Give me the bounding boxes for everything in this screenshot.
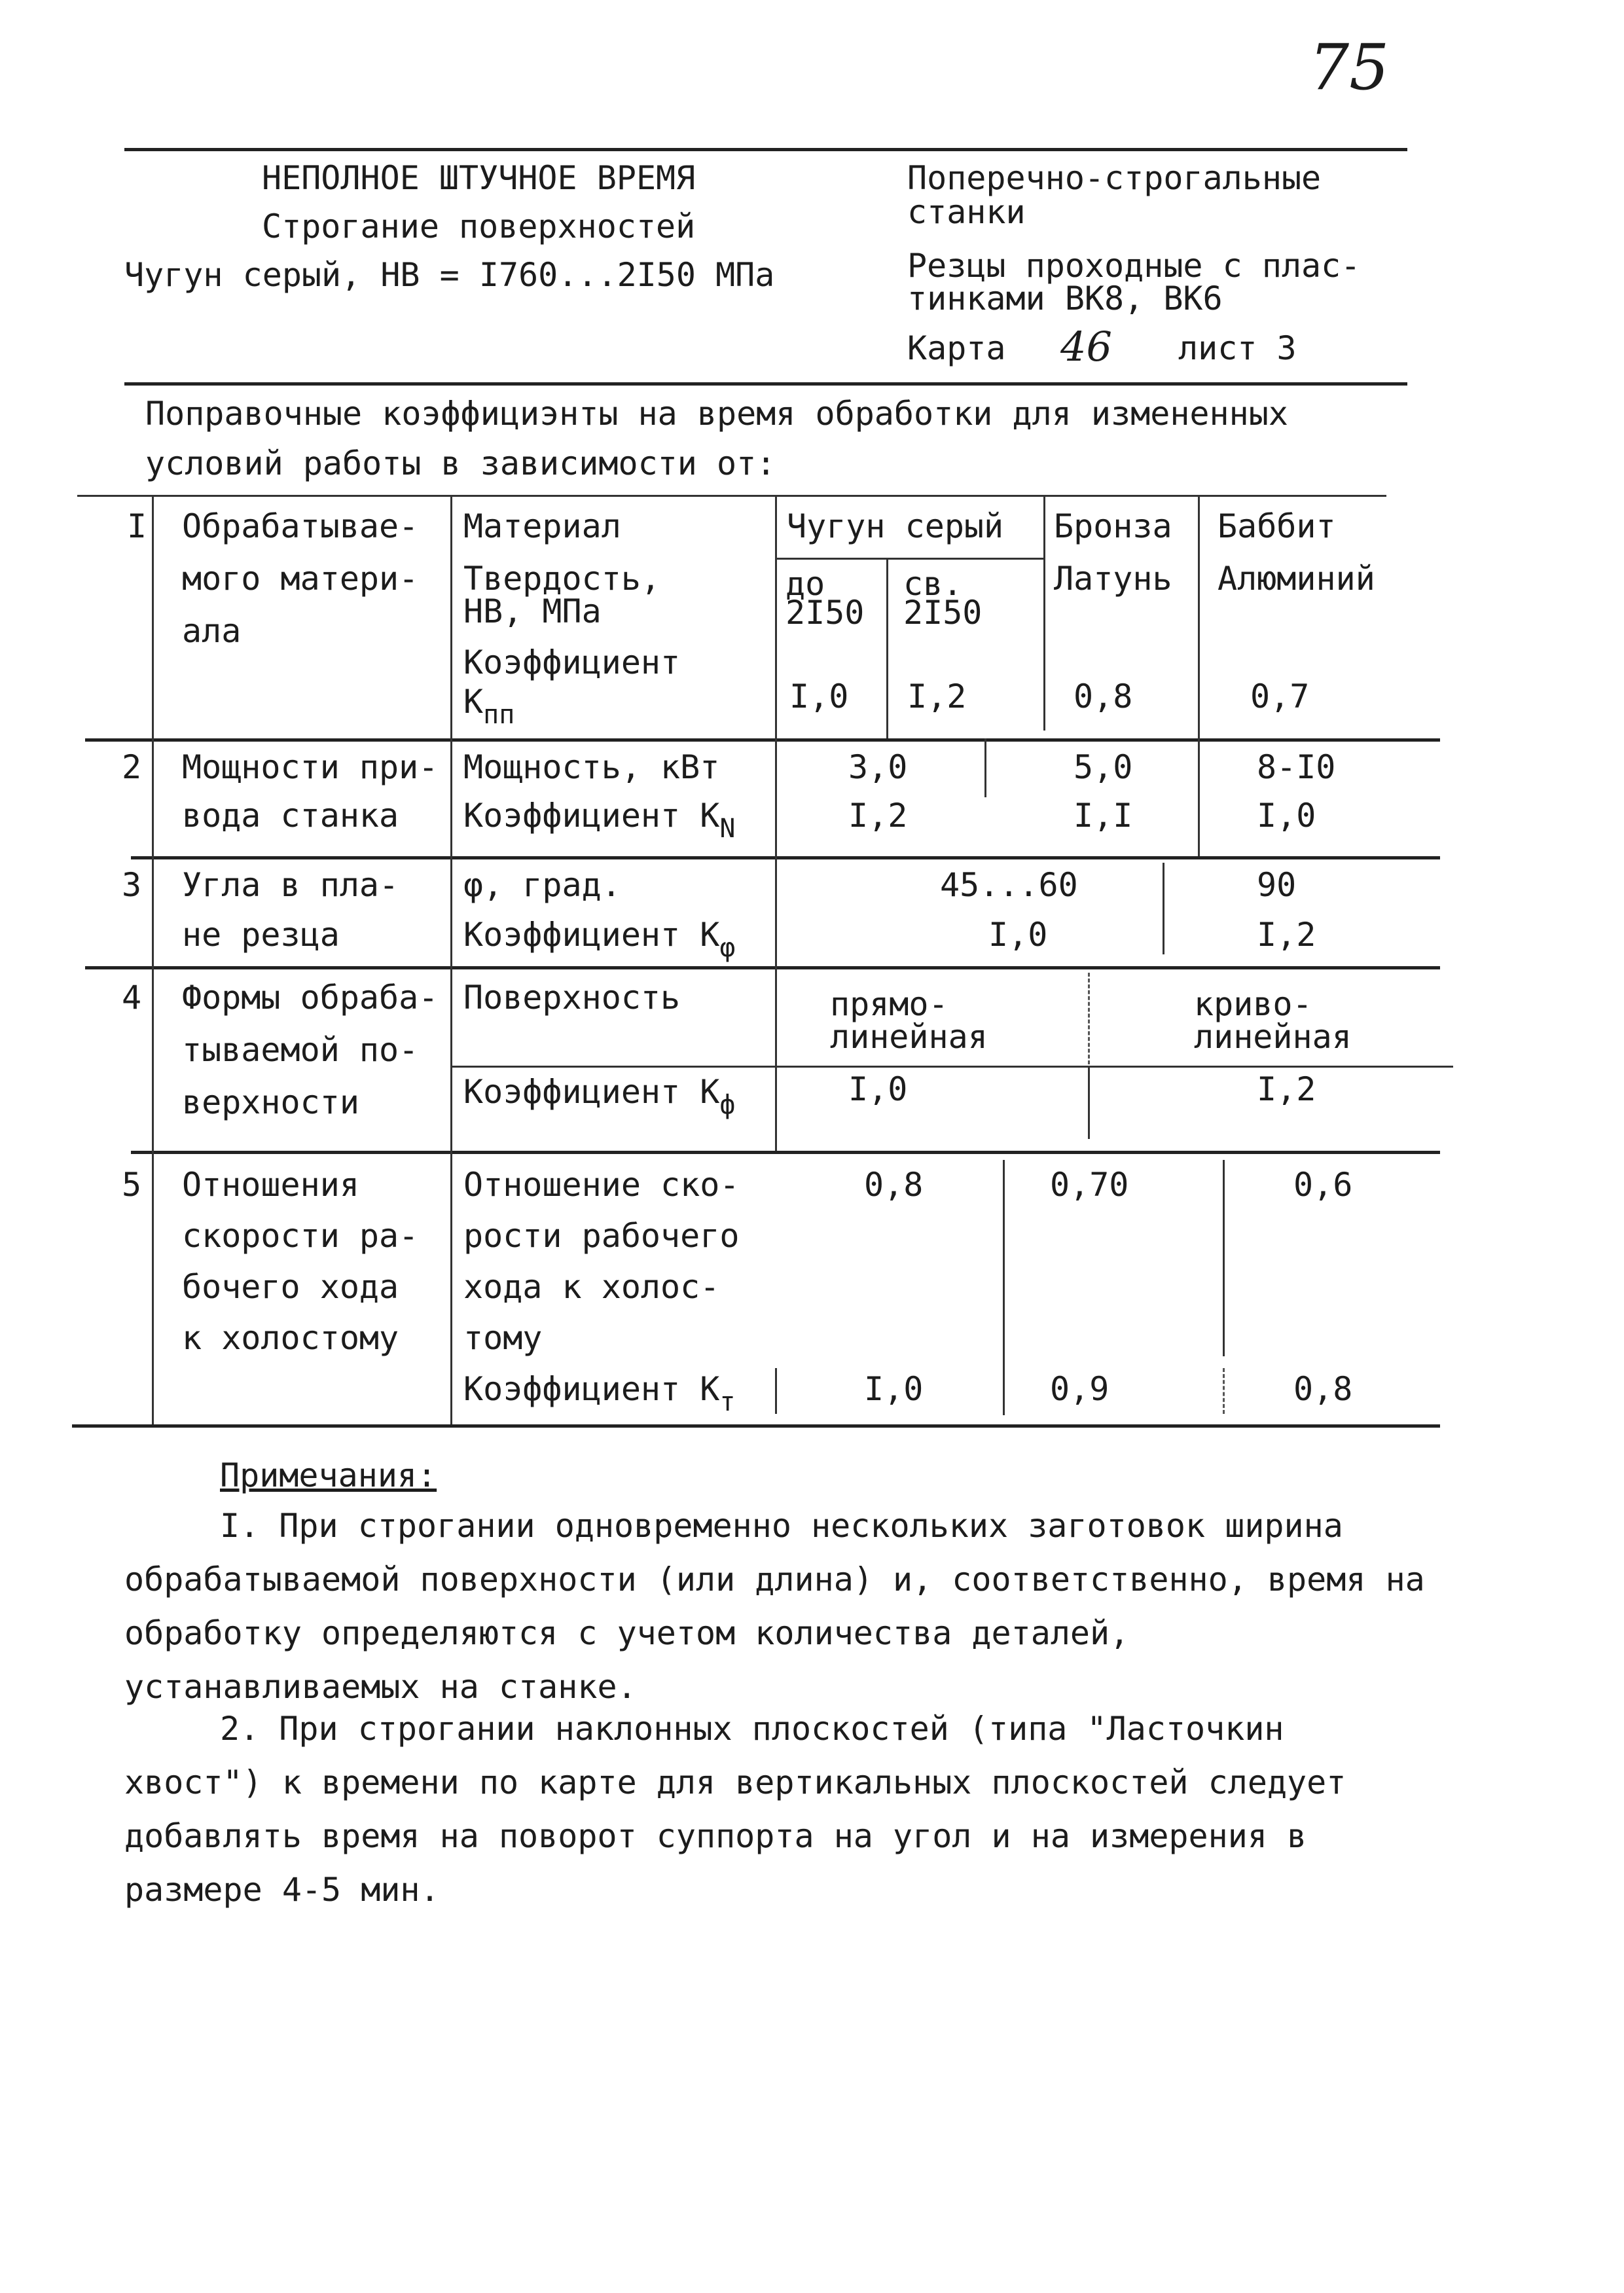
row1-value-1: I,0: [789, 677, 849, 715]
row1-coef-label: $К_{пп}$: [463, 683, 515, 730]
col-line-num: [152, 495, 154, 1424]
row1-param-l1: Материал: [463, 507, 621, 545]
header-tool-line1: Резцы проходные с плас-: [907, 247, 1361, 285]
row4-param-l1: Поверхность: [463, 979, 681, 1017]
row5-coef-subscript: т: [719, 1387, 736, 1417]
row2-header-1: 3,0: [848, 748, 908, 786]
row1-factor-l1: Обрабатывае-: [182, 507, 419, 545]
intro-line1: Поправочные коэффициэнты на время обработки для измененных: [145, 395, 1288, 433]
header-sheet: лист 3: [1178, 329, 1297, 367]
table-bottom-rule: [72, 1424, 1440, 1428]
row1-param-l3: НВ, МПа: [463, 592, 602, 630]
row2-factor-l1: Мощности при-: [182, 748, 439, 786]
header-machine-line1: Поперечно-строгальные: [907, 159, 1322, 197]
row1-sub1-l1: до: [785, 565, 825, 603]
row3-col-line-b: [1163, 863, 1164, 954]
row1-param-l2: Твердость,: [463, 560, 661, 598]
intro-line2: условий работы в зависимости от:: [145, 444, 776, 482]
row1-col-line-a: [775, 495, 777, 738]
row2-param-l1: Мощность, кВт: [463, 748, 720, 786]
row2-col-line-b: [984, 738, 986, 797]
table-top-rule: [77, 495, 1386, 497]
row2-value-2: I,I: [1074, 797, 1133, 835]
row5-factor-l2: скорости ра-: [182, 1217, 419, 1255]
row2-header-3: 8-I0: [1257, 748, 1336, 786]
row4-value-2: I,2: [1257, 1070, 1316, 1108]
header-card-number: 46: [1060, 323, 1112, 370]
row2-value-3: I,0: [1257, 797, 1316, 835]
row4-factor-l2: тываемой по-: [182, 1031, 419, 1069]
row5-value-1: I,0: [864, 1370, 924, 1408]
row2-factor-l2: вода станка: [182, 797, 399, 835]
row1-value-2: I,2: [907, 677, 967, 715]
row1-factor-l3: ала: [182, 612, 242, 650]
header-material: Чугун серый, НВ = I760...2I50 МПа: [124, 256, 775, 294]
row1-group3-l2: Алюминий: [1218, 560, 1375, 598]
row1-group3-l1: Баббит: [1218, 507, 1336, 545]
row5-factor-l3: бочего хода: [182, 1268, 399, 1306]
row5-col-line-c-lower: [1223, 1368, 1225, 1414]
row4-header-1-l2: линейная: [830, 1018, 988, 1056]
row1-value-3: 0,8: [1074, 677, 1133, 715]
row3-value-2: I,2: [1257, 916, 1316, 954]
row5-col-line-a: [775, 1368, 777, 1414]
col-line-factor: [450, 495, 452, 1424]
header-machine-line2: станки: [907, 193, 1026, 231]
row-divider-1: [85, 738, 1440, 742]
row3-header-1: 45...60: [940, 866, 1078, 904]
row-divider-2: [131, 856, 1440, 859]
row5-param-l2: рости рабочего: [463, 1217, 740, 1255]
row3-param-l1: φ, град.: [463, 866, 621, 904]
row2-number: 2: [122, 748, 142, 786]
row4-header-1-l1: прямо-: [830, 985, 948, 1023]
row3-value-1: I,0: [988, 916, 1048, 954]
row5-header-2: 0,70: [1050, 1166, 1129, 1204]
row5-coef-label: Коэффициент $К_т$: [463, 1370, 736, 1417]
row1-sub2-l2: 2I50: [903, 594, 983, 632]
row3-number: 3: [122, 866, 142, 904]
row5-factor-l1: Отношения: [182, 1166, 359, 1204]
row5-col-line-b: [1003, 1160, 1005, 1415]
row5-number: 5: [122, 1166, 142, 1204]
notes-title: Примечания:: [220, 1456, 437, 1494]
row1-group1-title: Чугун серый: [787, 507, 1004, 545]
row3-coef-label: Коэффициент $К_\varphi$: [463, 916, 736, 963]
row4-factor-l1: Формы обраба-: [182, 979, 439, 1017]
row1-group2-l1: Бронза: [1054, 507, 1172, 545]
row1-factor-l2: мого матери-: [182, 560, 419, 598]
row1-sub2-l1: св.: [903, 565, 963, 603]
row-divider-3: [85, 966, 1440, 969]
row4-col-line-b-upper: [1088, 973, 1090, 1064]
page-number: 75: [1309, 31, 1390, 104]
header-tool-line2: тинками ВК8, ВК6: [907, 280, 1223, 317]
row3-header-2: 90: [1257, 866, 1297, 904]
row1-col-line-b: [1043, 495, 1045, 731]
row4-coef-subscript: ф: [719, 1090, 736, 1120]
header-bottom-rule: [124, 382, 1407, 386]
note-2: 2. При строгании наклонных плоскостей (типа "Ласточкин хвост") к времени по карте для вертикальных плоскостей следует добавлять время на поворот суппорта на угол и на измерения в размере 4-5 мин.: [124, 1710, 1346, 1909]
row1-value-4: 0,7: [1250, 677, 1310, 715]
row3-factor-l2: не резца: [182, 916, 340, 954]
row1-param-l4: Коэффициент: [463, 643, 681, 681]
row4-number: 4: [122, 979, 142, 1017]
row2-coef-label: Коэффициент $К_N$: [463, 797, 736, 844]
row2-col-line-c: [1198, 738, 1200, 856]
row5-value-2: 0,9: [1050, 1370, 1110, 1408]
row3-coef-subscript: φ: [719, 933, 736, 963]
row1-sub1-l2: 2I50: [785, 594, 865, 632]
row3-col-line-a: [775, 856, 777, 966]
row2-coef-subscript: N: [719, 814, 736, 844]
row4-factor-l3: верхности: [182, 1083, 359, 1121]
row3-factor-l1: Угла в пла-: [182, 866, 399, 904]
row1-group-rule: [775, 558, 1043, 560]
row2-col-line-a: [775, 738, 777, 856]
row1-coef-subscript: пп: [483, 700, 515, 730]
header-card-label: Карта: [907, 329, 1006, 367]
row-divider-4: [131, 1151, 1440, 1154]
row4-coef-label: Коэффициент $К_ф$: [463, 1073, 736, 1120]
row5-header-3: 0,6: [1293, 1166, 1353, 1204]
header-title: НЕПОЛНОЕ ШТУЧНОЕ ВРЕМЯ: [262, 159, 696, 197]
row4-col-line-a: [775, 966, 777, 1151]
row5-value-3: 0,8: [1293, 1370, 1353, 1408]
row5-param-l3: хода к холос-: [463, 1268, 720, 1306]
row4-inner-rule: [452, 1066, 1453, 1068]
row1-col-line-c: [1198, 495, 1200, 738]
row4-header-2-l2: линейная: [1194, 1018, 1352, 1056]
row5-col-line-c: [1223, 1160, 1225, 1356]
row1-col-line-sub: [886, 558, 888, 738]
row5-header-1: 0,8: [864, 1166, 924, 1204]
header-operation: Строгание поверхностей: [262, 208, 696, 245]
row4-header-2-l1: криво-: [1194, 985, 1312, 1023]
row2-header-2: 5,0: [1074, 748, 1133, 786]
row1-group2-l2: Латунь: [1054, 560, 1172, 598]
row5-param-l4: тому: [463, 1319, 543, 1357]
note-1: I. При строгании одновременно нескольких заготовок ширина обрабатываемой поверхности (или длина) и, соответственно, время на обработку определяются с учетом количества деталей, устанавливаемых на станке.: [124, 1507, 1425, 1706]
row1-number: I: [127, 507, 147, 545]
row4-col-line-b-lower: [1088, 1067, 1090, 1139]
row2-value-1: I,2: [848, 797, 908, 835]
row5-factor-l4: к холостому: [182, 1319, 399, 1357]
row5-param-l1: Отношение ско-: [463, 1166, 740, 1204]
row4-value-1: I,0: [848, 1070, 908, 1108]
header-top-rule: [124, 148, 1407, 151]
